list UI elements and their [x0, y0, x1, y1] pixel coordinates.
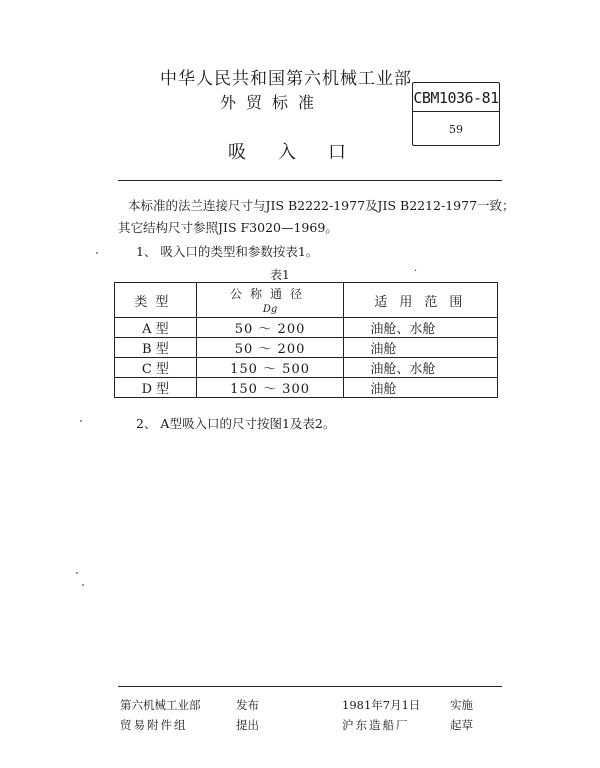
table-header-row — [115, 283, 498, 318]
cell-type: D 型 — [115, 378, 197, 398]
cell-range: 50 ～ 200 — [196, 338, 344, 358]
mark-dot: · — [414, 266, 418, 277]
scan-speck — [80, 420, 82, 422]
scan-speck — [76, 572, 78, 574]
cell-range: 150 ～ 300 — [196, 378, 344, 398]
body-item-1: 1、 吸入口的类型和参数按表1。 — [136, 244, 319, 259]
table-caption: 表1 — [270, 268, 290, 282]
header-rule — [118, 180, 502, 181]
footer-proposer: 贸易附件组 — [120, 718, 188, 732]
cell-scope: 油舱 — [344, 378, 498, 398]
body-item-2: 2、 A型吸入口的尺寸按图1及表2。 — [136, 416, 336, 431]
footer-drafted-label: 起草 — [450, 718, 473, 732]
cell-type: A 型 — [115, 318, 197, 338]
footer-rule — [118, 686, 502, 687]
parameter-table — [114, 282, 498, 398]
header-scope: 适用范围 — [344, 283, 498, 318]
header-nominal-label: 公称通径 — [230, 287, 311, 301]
table-row — [115, 338, 498, 358]
document-title: 吸入口 — [228, 142, 378, 163]
cell-range: 50 ～ 200 — [196, 318, 344, 338]
footer-issuer: 第六机械工业部 — [120, 698, 201, 712]
footer-issued-label: 发布 — [236, 698, 259, 712]
table-row — [115, 358, 498, 378]
header-type: 类型 — [115, 283, 197, 318]
cell-scope: 油舱、水舱 — [344, 358, 498, 378]
footer-proposed-label: 提出 — [236, 718, 259, 732]
cell-scope: 油舱、水舱 — [344, 318, 498, 338]
scan-speck — [82, 584, 84, 586]
box-divider — [413, 111, 499, 112]
standard-category: 外贸标准 — [220, 93, 325, 112]
cell-range: 150 ～ 500 — [196, 358, 344, 378]
scan-speck — [96, 252, 98, 254]
cell-scope: 油舱 — [344, 338, 498, 358]
table-row — [115, 318, 498, 338]
header-nominal-diameter — [196, 283, 344, 318]
cell-type: C 型 — [115, 358, 197, 378]
ministry-name: 中华人民共和国第六机械工业部 — [160, 69, 412, 89]
body-paragraph-2: 其它结构尺寸参照JIS F3020—1969。 — [118, 220, 338, 235]
page-number: 59 — [449, 123, 463, 136]
table-row — [115, 378, 498, 398]
standard-code: CBM1036-81 — [413, 89, 499, 107]
footer-effective-label: 实施 — [450, 698, 473, 712]
body-paragraph-1: 本标准的法兰连接尺寸与JIS B2222-1977及JIS B2212-1977一致； — [128, 198, 515, 213]
standard-number-box — [412, 82, 500, 146]
header-nominal-symbol: Dg — [262, 304, 278, 315]
footer-date: 1981年7月1日 — [342, 698, 421, 712]
cell-type: B 型 — [115, 338, 197, 358]
footer-drafter: 沪东造船厂 — [342, 718, 410, 732]
